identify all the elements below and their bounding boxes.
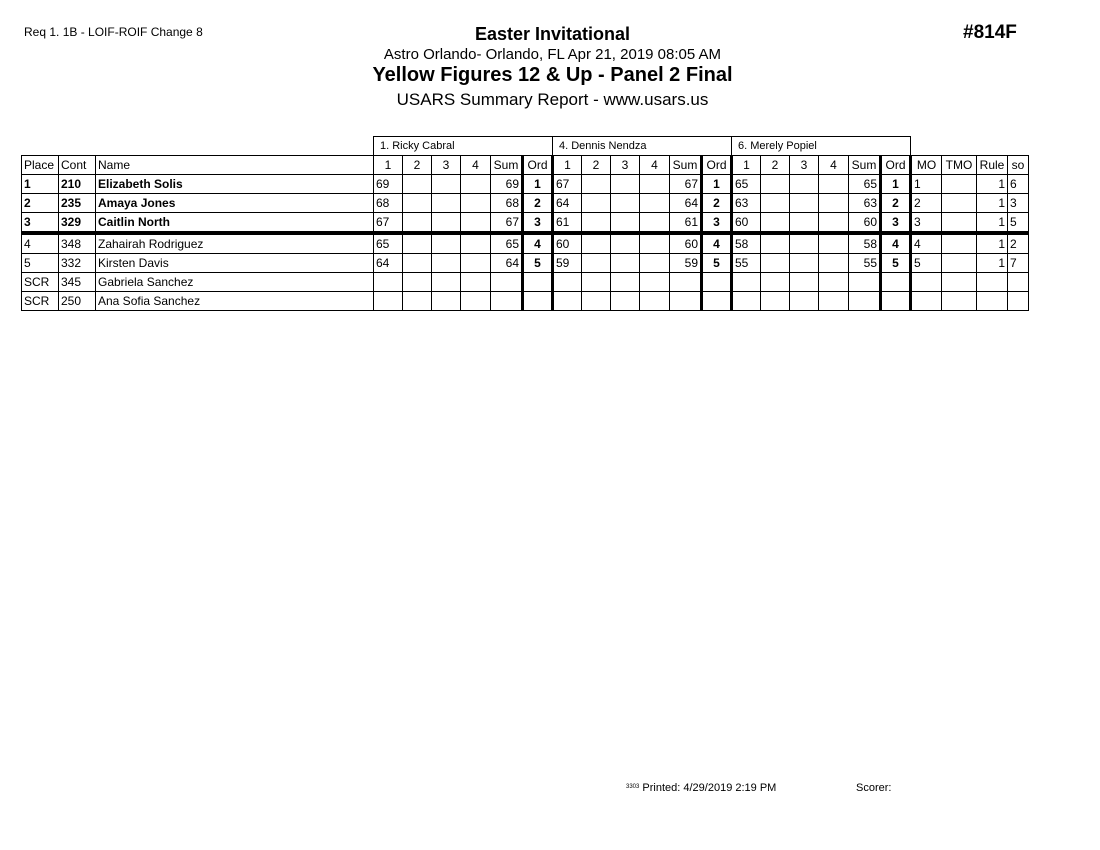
score-4	[640, 233, 670, 254]
ordinal: 3	[881, 213, 911, 234]
col-score-4: 4	[819, 156, 849, 175]
score-2	[403, 213, 432, 234]
score-3	[611, 273, 640, 292]
score-3	[611, 213, 640, 234]
score-1: 65	[374, 233, 403, 254]
rule-cell: 1	[977, 194, 1008, 213]
score-4	[819, 292, 849, 311]
score-sum: 65	[491, 233, 523, 254]
ordinal	[523, 273, 553, 292]
table-row	[22, 292, 1029, 311]
judge-name: 4. Dennis Nendza	[553, 137, 732, 156]
tmo-cell	[942, 213, 977, 234]
place-cell: SCR	[22, 292, 59, 311]
ordinal: 4	[702, 233, 732, 254]
footer-code: 3303	[626, 784, 640, 790]
score-sum	[491, 292, 523, 311]
col-so: so	[1008, 156, 1029, 175]
ordinal	[702, 273, 732, 292]
so-cell: 5	[1008, 213, 1029, 234]
score-3	[611, 292, 640, 311]
score-sum: 69	[491, 175, 523, 194]
so-cell: 3	[1008, 194, 1029, 213]
score-sum: 64	[670, 194, 702, 213]
rule-cell: 1	[977, 233, 1008, 254]
table-row	[22, 254, 1029, 273]
score-3	[790, 194, 819, 213]
score-3	[611, 175, 640, 194]
column-header-row	[22, 156, 1029, 175]
scorer-label: Scorer:	[856, 782, 892, 794]
skater-name: Ana Sofia Sanchez	[96, 292, 374, 311]
score-3	[432, 292, 461, 311]
score-1: 60	[732, 213, 761, 234]
score-1: 68	[374, 194, 403, 213]
rule-cell: 1	[977, 175, 1008, 194]
judge-header-row	[22, 137, 1029, 156]
score-4	[640, 254, 670, 273]
score-4	[640, 273, 670, 292]
rule-cell	[977, 292, 1008, 311]
score-1: 55	[732, 254, 761, 273]
score-sum: 61	[670, 213, 702, 234]
score-4	[461, 194, 491, 213]
score-4	[461, 213, 491, 234]
score-3	[611, 194, 640, 213]
ordinal: 5	[881, 254, 911, 273]
request-info: Req 1. 1B - LOIF-ROIF Change 8	[24, 25, 203, 39]
score-1: 63	[732, 194, 761, 213]
rule-cell	[977, 273, 1008, 292]
so-cell: 2	[1008, 233, 1029, 254]
score-3	[790, 273, 819, 292]
table-row	[22, 175, 1029, 194]
score-1: 58	[732, 233, 761, 254]
col-name: Name	[96, 156, 374, 175]
mo-cell: 4	[911, 233, 942, 254]
score-4	[819, 233, 849, 254]
score-2	[761, 213, 790, 234]
score-3	[790, 292, 819, 311]
mo-cell: 3	[911, 213, 942, 234]
score-3	[611, 254, 640, 273]
table-row	[22, 213, 1029, 234]
place-cell: SCR	[22, 273, 59, 292]
score-2	[403, 233, 432, 254]
ordinal: 5	[702, 254, 732, 273]
score-1	[374, 292, 403, 311]
col-ord: Ord	[523, 156, 553, 175]
table-row	[22, 194, 1029, 213]
skater-name: Gabriela Sanchez	[96, 273, 374, 292]
score-sum: 55	[849, 254, 881, 273]
score-2	[403, 194, 432, 213]
ordinal: 3	[523, 213, 553, 234]
score-3	[790, 233, 819, 254]
venue-date: Astro Orlando- Orlando, FL Apr 21, 2019 08:05 AM	[383, 46, 722, 63]
score-2	[761, 254, 790, 273]
ordinal	[881, 273, 911, 292]
ordinal: 4	[881, 233, 911, 254]
col-score-2: 2	[761, 156, 790, 175]
score-1: 67	[553, 175, 582, 194]
col-place: Place	[22, 156, 59, 175]
table-row	[22, 233, 1029, 254]
score-2	[761, 233, 790, 254]
col-score-1: 1	[732, 156, 761, 175]
ordinal: 4	[523, 233, 553, 254]
competition-title: Easter Invitational	[474, 24, 631, 44]
judge-name: 6. Merely Popiel	[732, 137, 911, 156]
results-table	[21, 136, 1029, 311]
contestant-number: 348	[59, 233, 96, 254]
document-number: #814F	[963, 22, 1017, 43]
blank-cell	[911, 137, 1029, 156]
col-cont: Cont	[59, 156, 96, 175]
place-cell: 2	[22, 194, 59, 213]
score-1: 60	[553, 233, 582, 254]
score-3	[611, 233, 640, 254]
score-4	[461, 292, 491, 311]
score-sum: 68	[491, 194, 523, 213]
col-score-2: 2	[403, 156, 432, 175]
printed-date: Printed: 4/29/2019 2:19 PM	[642, 782, 777, 794]
score-3	[432, 213, 461, 234]
table-row	[22, 273, 1029, 292]
score-3	[432, 254, 461, 273]
score-4	[461, 254, 491, 273]
score-2	[403, 292, 432, 311]
score-4	[819, 175, 849, 194]
mo-cell	[911, 273, 942, 292]
col-score-3: 3	[790, 156, 819, 175]
score-sum: 59	[670, 254, 702, 273]
ordinal	[523, 292, 553, 311]
judge-name: 1. Ricky Cabral	[374, 137, 553, 156]
score-sum: 65	[849, 175, 881, 194]
score-4	[461, 233, 491, 254]
contestant-number: 235	[59, 194, 96, 213]
score-3	[432, 233, 461, 254]
score-sum	[491, 273, 523, 292]
report-title: USARS Summary Report - www.usars.us	[396, 90, 709, 109]
score-1: 64	[553, 194, 582, 213]
footer-printed	[626, 782, 776, 794]
ordinal	[881, 292, 911, 311]
score-2	[582, 213, 611, 234]
col-score-4: 4	[640, 156, 670, 175]
ordinal: 2	[881, 194, 911, 213]
mo-cell: 5	[911, 254, 942, 273]
score-1	[732, 273, 761, 292]
tmo-cell	[942, 292, 977, 311]
mo-cell: 2	[911, 194, 942, 213]
score-3	[432, 194, 461, 213]
score-2	[582, 292, 611, 311]
score-1	[374, 273, 403, 292]
score-4	[461, 175, 491, 194]
tmo-cell	[942, 175, 977, 194]
ordinal: 1	[702, 175, 732, 194]
score-1: 67	[374, 213, 403, 234]
score-1: 59	[553, 254, 582, 273]
score-2	[403, 254, 432, 273]
col-score-4: 4	[461, 156, 491, 175]
score-2	[582, 175, 611, 194]
score-2	[582, 194, 611, 213]
score-2	[761, 175, 790, 194]
col-rule: Rule	[977, 156, 1008, 175]
tmo-cell	[942, 254, 977, 273]
score-sum: 64	[491, 254, 523, 273]
score-4	[819, 273, 849, 292]
skater-name: Kirsten Davis	[96, 254, 374, 273]
score-sum	[670, 292, 702, 311]
ordinal: 1	[881, 175, 911, 194]
place-cell: 3	[22, 213, 59, 234]
place-cell: 4	[22, 233, 59, 254]
ordinal: 5	[523, 254, 553, 273]
tmo-cell	[942, 233, 977, 254]
score-4	[640, 213, 670, 234]
col-score-3: 3	[611, 156, 640, 175]
score-2	[582, 273, 611, 292]
col-score-2: 2	[582, 156, 611, 175]
score-2	[761, 194, 790, 213]
score-sum: 67	[491, 213, 523, 234]
score-2	[582, 254, 611, 273]
skater-name: Elizabeth Solis	[96, 175, 374, 194]
score-sum: 58	[849, 233, 881, 254]
score-sum: 60	[670, 233, 702, 254]
contestant-number: 329	[59, 213, 96, 234]
col-sum: Sum	[670, 156, 702, 175]
score-3	[790, 254, 819, 273]
col-mo: MO	[911, 156, 942, 175]
score-1: 65	[732, 175, 761, 194]
rule-cell: 1	[977, 213, 1008, 234]
score-4	[819, 213, 849, 234]
col-score-3: 3	[432, 156, 461, 175]
score-1: 61	[553, 213, 582, 234]
tmo-cell	[942, 194, 977, 213]
so-cell: 7	[1008, 254, 1029, 273]
col-ord: Ord	[881, 156, 911, 175]
score-sum	[849, 273, 881, 292]
contestant-number: 332	[59, 254, 96, 273]
skater-name: Caitlin North	[96, 213, 374, 234]
col-score-1: 1	[374, 156, 403, 175]
score-2	[761, 292, 790, 311]
tmo-cell	[942, 273, 977, 292]
col-score-1: 1	[553, 156, 582, 175]
score-4	[640, 194, 670, 213]
ordinal: 2	[702, 194, 732, 213]
blank-cell	[22, 137, 374, 156]
event-title: Yellow Figures 12 & Up - Panel 2 Final	[372, 64, 733, 86]
col-sum: Sum	[849, 156, 881, 175]
rule-cell: 1	[977, 254, 1008, 273]
score-sum	[670, 273, 702, 292]
score-4	[640, 292, 670, 311]
col-sum: Sum	[491, 156, 523, 175]
score-1	[553, 273, 582, 292]
score-1: 69	[374, 175, 403, 194]
score-1: 64	[374, 254, 403, 273]
score-sum	[849, 292, 881, 311]
score-4	[819, 254, 849, 273]
ordinal: 1	[523, 175, 553, 194]
score-sum: 63	[849, 194, 881, 213]
col-tmo: TMO	[942, 156, 977, 175]
score-4	[461, 273, 491, 292]
score-2	[403, 273, 432, 292]
score-4	[640, 175, 670, 194]
ordinal: 2	[523, 194, 553, 213]
mo-cell: 1	[911, 175, 942, 194]
score-2	[403, 175, 432, 194]
score-3	[432, 273, 461, 292]
score-1	[553, 292, 582, 311]
skater-name: Zahairah Rodriguez	[96, 233, 374, 254]
col-ord: Ord	[702, 156, 732, 175]
ordinal: 3	[702, 213, 732, 234]
score-sum: 67	[670, 175, 702, 194]
score-3	[790, 213, 819, 234]
place-cell: 1	[22, 175, 59, 194]
score-3	[790, 175, 819, 194]
so-cell	[1008, 292, 1029, 311]
contestant-number: 210	[59, 175, 96, 194]
place-cell: 5	[22, 254, 59, 273]
score-sum: 60	[849, 213, 881, 234]
contestant-number: 345	[59, 273, 96, 292]
mo-cell	[911, 292, 942, 311]
score-2	[761, 273, 790, 292]
score-4	[819, 194, 849, 213]
score-1	[732, 292, 761, 311]
skater-name: Amaya Jones	[96, 194, 374, 213]
score-2	[582, 233, 611, 254]
so-cell	[1008, 273, 1029, 292]
so-cell: 6	[1008, 175, 1029, 194]
ordinal	[702, 292, 732, 311]
score-3	[432, 175, 461, 194]
contestant-number: 250	[59, 292, 96, 311]
